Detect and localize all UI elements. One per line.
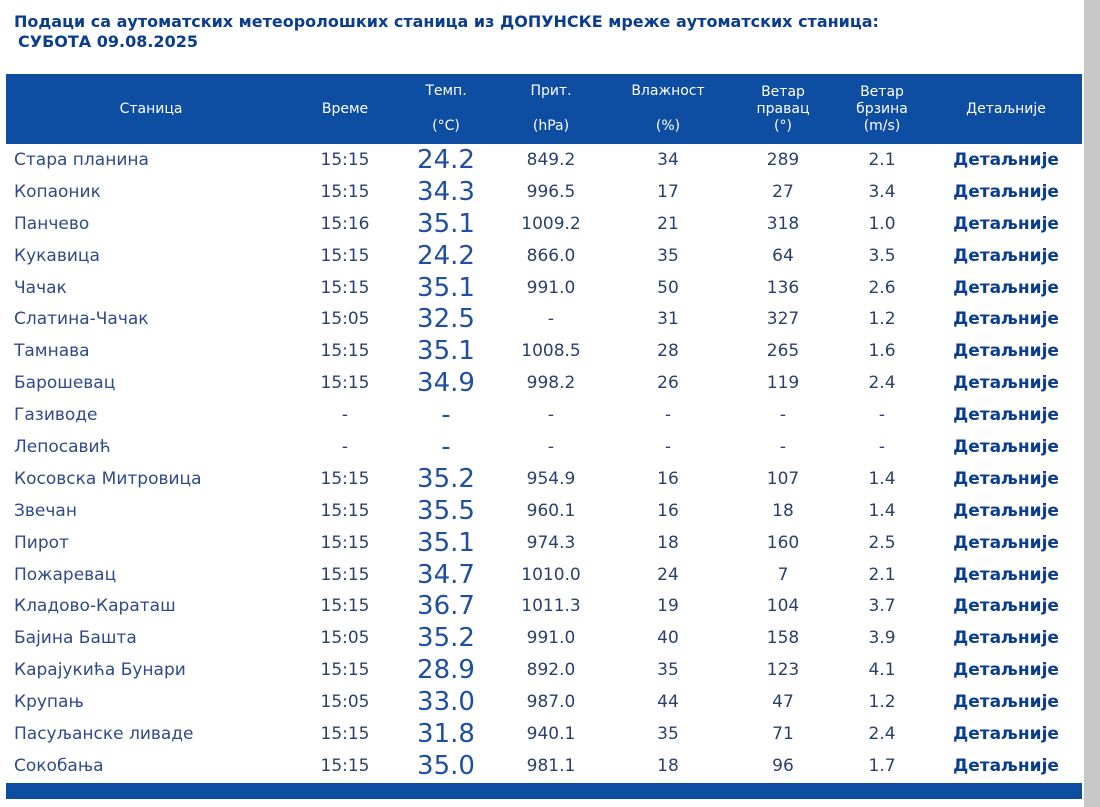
wind-speed-cell: 3.9 <box>868 628 896 649</box>
temperature-cell: 35.1 <box>417 208 475 239</box>
wind-direction-cell: 123 <box>766 660 800 681</box>
pressure-cell: 1010.0 <box>521 564 581 585</box>
table-row <box>6 272 1082 304</box>
table-row <box>6 367 1082 399</box>
humidity-cell: - <box>664 436 672 457</box>
station-name: Звечан <box>14 500 77 521</box>
time-cell: - <box>341 436 349 457</box>
wind-speed-cell: 3.4 <box>868 181 896 202</box>
pressure-cell: 987.0 <box>526 692 576 713</box>
table-row <box>6 495 1082 527</box>
time-cell: 15:15 <box>320 755 370 776</box>
table-row <box>6 527 1082 559</box>
temperature-cell: 28.9 <box>417 655 475 686</box>
temperature-cell: 31.8 <box>417 718 475 749</box>
details-link[interactable] <box>930 718 1082 750</box>
pressure-cell: 974.3 <box>526 532 576 553</box>
header-humidity: Влажност (%) <box>631 83 705 134</box>
pressure-cell: 996.5 <box>526 181 576 202</box>
details-link[interactable] <box>930 335 1082 367</box>
table-row <box>6 686 1082 718</box>
table-row <box>6 559 1082 591</box>
wind-speed-cell: 1.0 <box>868 213 896 234</box>
wind-direction-cell: 107 <box>766 468 800 489</box>
station-name: Сокобања <box>14 755 104 776</box>
pressure-cell: 892.0 <box>526 660 576 681</box>
pressure-cell: 1009.2 <box>521 213 581 234</box>
header-wind-direction: Ветар правац (°) <box>756 83 810 134</box>
details-link[interactable] <box>930 654 1082 686</box>
wind-speed-cell: 2.1 <box>868 149 896 170</box>
details-link[interactable] <box>930 590 1082 622</box>
table-row <box>6 463 1082 495</box>
details-link[interactable] <box>930 240 1082 272</box>
temperature-cell: 36.7 <box>417 591 475 622</box>
wind-speed-cell: 3.5 <box>868 245 896 266</box>
wind-speed-cell: - <box>878 405 886 426</box>
humidity-cell: 18 <box>657 755 679 776</box>
temperature-cell: 35.2 <box>417 463 475 494</box>
details-link[interactable] <box>930 176 1082 208</box>
humidity-cell: 21 <box>657 213 679 234</box>
temperature-cell: 35.1 <box>417 272 475 303</box>
time-cell: 15:15 <box>320 468 370 489</box>
details-link-text[interactable]: Детаљније <box>953 309 1059 330</box>
header-pressure: Прит. (hPa) <box>530 83 572 134</box>
details-link-text[interactable]: Детаљније <box>953 596 1059 617</box>
wind-direction-cell: 104 <box>766 596 800 617</box>
details-link-text[interactable]: Детаљније <box>953 213 1059 234</box>
pressure-cell: 1011.3 <box>521 596 581 617</box>
pressure-cell: - <box>547 309 555 330</box>
station-name: Бајина Башта <box>14 628 137 649</box>
wind-speed-cell: 1.7 <box>868 755 896 776</box>
pressure-cell: 940.1 <box>526 723 576 744</box>
station-name: Тамнава <box>14 341 90 362</box>
time-cell: 15:16 <box>320 213 370 234</box>
time-cell: 15:15 <box>320 341 370 362</box>
station-name: Газиводе <box>14 405 98 426</box>
page-title <box>14 12 879 52</box>
details-link-text[interactable]: Детаљније <box>953 468 1059 489</box>
humidity-cell: 18 <box>657 532 679 553</box>
wind-direction-cell: 265 <box>766 341 800 362</box>
details-link-text[interactable]: Детаљније <box>953 373 1059 394</box>
details-link-text[interactable]: Детаљније <box>953 405 1059 426</box>
table-row <box>6 240 1082 272</box>
details-link[interactable] <box>930 272 1082 304</box>
wind-direction-cell: 96 <box>772 755 794 776</box>
pressure-cell: - <box>547 405 555 426</box>
details-link-text[interactable]: Детаљније <box>953 564 1059 585</box>
table-row <box>6 399 1082 431</box>
time-cell: 15:15 <box>320 564 370 585</box>
wind-speed-cell: 1.6 <box>868 341 896 362</box>
humidity-cell: 35 <box>657 723 679 744</box>
humidity-cell: 40 <box>657 628 679 649</box>
temperature-cell: - <box>441 400 451 431</box>
header-wind-speed: Ветар брзина (m/s) <box>856 83 908 134</box>
temperature-cell: 24.2 <box>417 144 475 175</box>
temperature-cell: 35.5 <box>417 495 475 526</box>
wind-direction-cell: 71 <box>772 723 794 744</box>
details-link[interactable] <box>930 144 1082 176</box>
details-link-text[interactable]: Детаљније <box>953 436 1059 457</box>
wind-speed-cell: 2.1 <box>868 564 896 585</box>
details-link[interactable] <box>930 367 1082 399</box>
station-name: Стара планина <box>14 149 149 170</box>
time-cell: 15:15 <box>320 373 370 394</box>
header-station: Станица <box>119 100 183 117</box>
temperature-cell: 35.0 <box>417 750 475 781</box>
title-line-1: Подаци са аутоматских метеоролошких станица из ДОПУНСКЕ мреже аутоматских станица: <box>14 12 879 31</box>
wind-speed-cell: 2.4 <box>868 373 896 394</box>
header-time: Време <box>321 100 369 117</box>
humidity-cell: 28 <box>657 341 679 362</box>
details-link[interactable] <box>930 399 1082 431</box>
time-cell: 15:05 <box>320 309 370 330</box>
humidity-cell: - <box>664 405 672 426</box>
pressure-cell: 849.2 <box>526 149 576 170</box>
station-name: Копаоник <box>14 181 101 202</box>
station-name: Лепосавић <box>14 436 111 457</box>
pressure-cell: - <box>547 436 555 457</box>
time-cell: 15:15 <box>320 245 370 266</box>
wind-direction-cell: 119 <box>766 373 800 394</box>
station-name: Карајукића Бунари <box>14 660 186 681</box>
details-link[interactable] <box>930 208 1082 240</box>
time-cell: 15:15 <box>320 277 370 298</box>
time-cell: 15:15 <box>320 181 370 202</box>
pressure-cell: 960.1 <box>526 500 576 521</box>
details-link-text[interactable]: Детаљније <box>953 755 1059 776</box>
table-row <box>6 208 1082 240</box>
details-link[interactable] <box>930 303 1082 335</box>
details-link-text[interactable]: Детаљније <box>953 692 1059 713</box>
time-cell: 15:05 <box>320 628 370 649</box>
station-name: Слатина-Чачак <box>14 309 149 330</box>
table-row <box>6 303 1082 335</box>
details-link-text[interactable]: Детаљније <box>953 149 1059 170</box>
wind-speed-cell: 1.4 <box>868 500 896 521</box>
wind-direction-cell: 136 <box>766 277 800 298</box>
station-name: Чачак <box>14 277 67 298</box>
humidity-cell: 24 <box>657 564 679 585</box>
station-name: Пасуљанске ливаде <box>14 723 194 744</box>
humidity-cell: 35 <box>657 245 679 266</box>
temperature-cell: 34.7 <box>417 559 475 590</box>
details-link-text[interactable]: Детаљније <box>953 532 1059 553</box>
pressure-cell: 998.2 <box>526 373 576 394</box>
humidity-cell: 17 <box>657 181 679 202</box>
scrollbar[interactable] <box>1084 0 1100 807</box>
wind-speed-cell: 1.2 <box>868 309 896 330</box>
station-name: Пирот <box>14 532 69 553</box>
humidity-cell: 16 <box>657 500 679 521</box>
pressure-cell: 991.0 <box>526 628 576 649</box>
details-link[interactable] <box>930 559 1082 591</box>
humidity-cell: 35 <box>657 660 679 681</box>
temperature-cell: 33.0 <box>417 687 475 718</box>
time-cell: - <box>341 405 349 426</box>
pressure-cell: 954.9 <box>526 468 576 489</box>
wind-speed-cell: 2.6 <box>868 277 896 298</box>
time-cell: 15:15 <box>320 500 370 521</box>
temperature-cell: 32.5 <box>417 304 475 335</box>
humidity-cell: 31 <box>657 309 679 330</box>
title-date: СУБОТА 09.08.2025 <box>18 32 198 51</box>
station-name: Кукавица <box>14 245 100 266</box>
station-name: Барошевац <box>14 373 116 394</box>
temperature-cell: 35.1 <box>417 336 475 367</box>
temperature-cell: 34.9 <box>417 368 475 399</box>
wind-speed-cell: 1.2 <box>868 692 896 713</box>
details-link[interactable] <box>930 622 1082 654</box>
details-link-text[interactable]: Детаљније <box>953 181 1059 202</box>
details-link-text[interactable]: Детаљније <box>953 660 1059 681</box>
pressure-cell: 1008.5 <box>521 341 581 362</box>
station-name: Крупањ <box>14 692 84 713</box>
temperature-cell: 34.3 <box>417 176 475 207</box>
wind-direction-cell: 158 <box>766 628 800 649</box>
wind-direction-cell: - <box>779 436 787 457</box>
details-link-text[interactable]: Детаљније <box>953 277 1059 298</box>
pressure-cell: 991.0 <box>526 277 576 298</box>
wind-direction-cell: 289 <box>766 149 800 170</box>
table-header-row <box>6 74 1082 144</box>
station-name: Кладово-Караташ <box>14 596 176 617</box>
humidity-cell: 34 <box>657 149 679 170</box>
details-link[interactable] <box>930 750 1082 782</box>
wind-direction-cell: 7 <box>777 564 789 585</box>
time-cell: 15:05 <box>320 692 370 713</box>
temperature-cell: 35.2 <box>417 623 475 654</box>
humidity-cell: 26 <box>657 373 679 394</box>
details-link-text[interactable]: Детаљније <box>953 500 1059 521</box>
wind-direction-cell: - <box>779 405 787 426</box>
details-link[interactable] <box>930 527 1082 559</box>
table-row <box>6 144 1082 176</box>
time-cell: 15:15 <box>320 596 370 617</box>
table-row <box>6 590 1082 622</box>
wind-speed-cell: 2.4 <box>868 723 896 744</box>
pressure-cell: 981.1 <box>526 755 576 776</box>
wind-direction-cell: 64 <box>772 245 794 266</box>
table-row <box>6 431 1082 463</box>
temperature-cell: - <box>441 431 451 462</box>
station-name: Косовска Митровица <box>14 468 202 489</box>
time-cell: 15:15 <box>320 723 370 744</box>
table-row <box>6 718 1082 750</box>
pressure-cell: 866.0 <box>526 245 576 266</box>
stations-table <box>6 74 1082 782</box>
station-name: Панчево <box>14 213 90 234</box>
details-link-text[interactable]: Детаљније <box>953 341 1059 362</box>
header-temp: Темп. (°C) <box>425 83 467 134</box>
wind-speed-cell: 2.5 <box>868 532 896 553</box>
details-link[interactable] <box>930 463 1082 495</box>
wind-direction-cell: 47 <box>772 692 794 713</box>
wind-direction-cell: 27 <box>772 181 794 202</box>
temperature-cell: 24.2 <box>417 240 475 271</box>
wind-direction-cell: 318 <box>766 213 800 234</box>
table-row <box>6 622 1082 654</box>
table-footer-bar <box>6 783 1082 799</box>
table-row <box>6 335 1082 367</box>
wind-speed-cell: 4.1 <box>868 660 896 681</box>
station-name: Пожаревац <box>14 564 117 585</box>
details-link[interactable] <box>930 686 1082 718</box>
table-row <box>6 750 1082 782</box>
details-link[interactable] <box>930 431 1082 463</box>
wind-speed-cell: - <box>878 436 886 457</box>
time-cell: 15:15 <box>320 532 370 553</box>
wind-direction-cell: 18 <box>772 500 794 521</box>
wind-direction-cell: 327 <box>766 309 800 330</box>
table-row <box>6 654 1082 686</box>
humidity-cell: 44 <box>657 692 679 713</box>
humidity-cell: 19 <box>657 596 679 617</box>
humidity-cell: 50 <box>657 277 679 298</box>
wind-speed-cell: 3.7 <box>868 596 896 617</box>
wind-speed-cell: 1.4 <box>868 468 896 489</box>
table-row <box>6 176 1082 208</box>
details-link[interactable] <box>930 495 1082 527</box>
details-link-text[interactable]: Детаљније <box>953 245 1059 266</box>
time-cell: 15:15 <box>320 149 370 170</box>
details-link-text[interactable]: Детаљније <box>953 723 1059 744</box>
temperature-cell: 35.1 <box>417 527 475 558</box>
header-details: Детаљније <box>966 100 1046 117</box>
time-cell: 15:15 <box>320 660 370 681</box>
details-link-text[interactable]: Детаљније <box>953 628 1059 649</box>
humidity-cell: 16 <box>657 468 679 489</box>
wind-direction-cell: 160 <box>766 532 800 553</box>
